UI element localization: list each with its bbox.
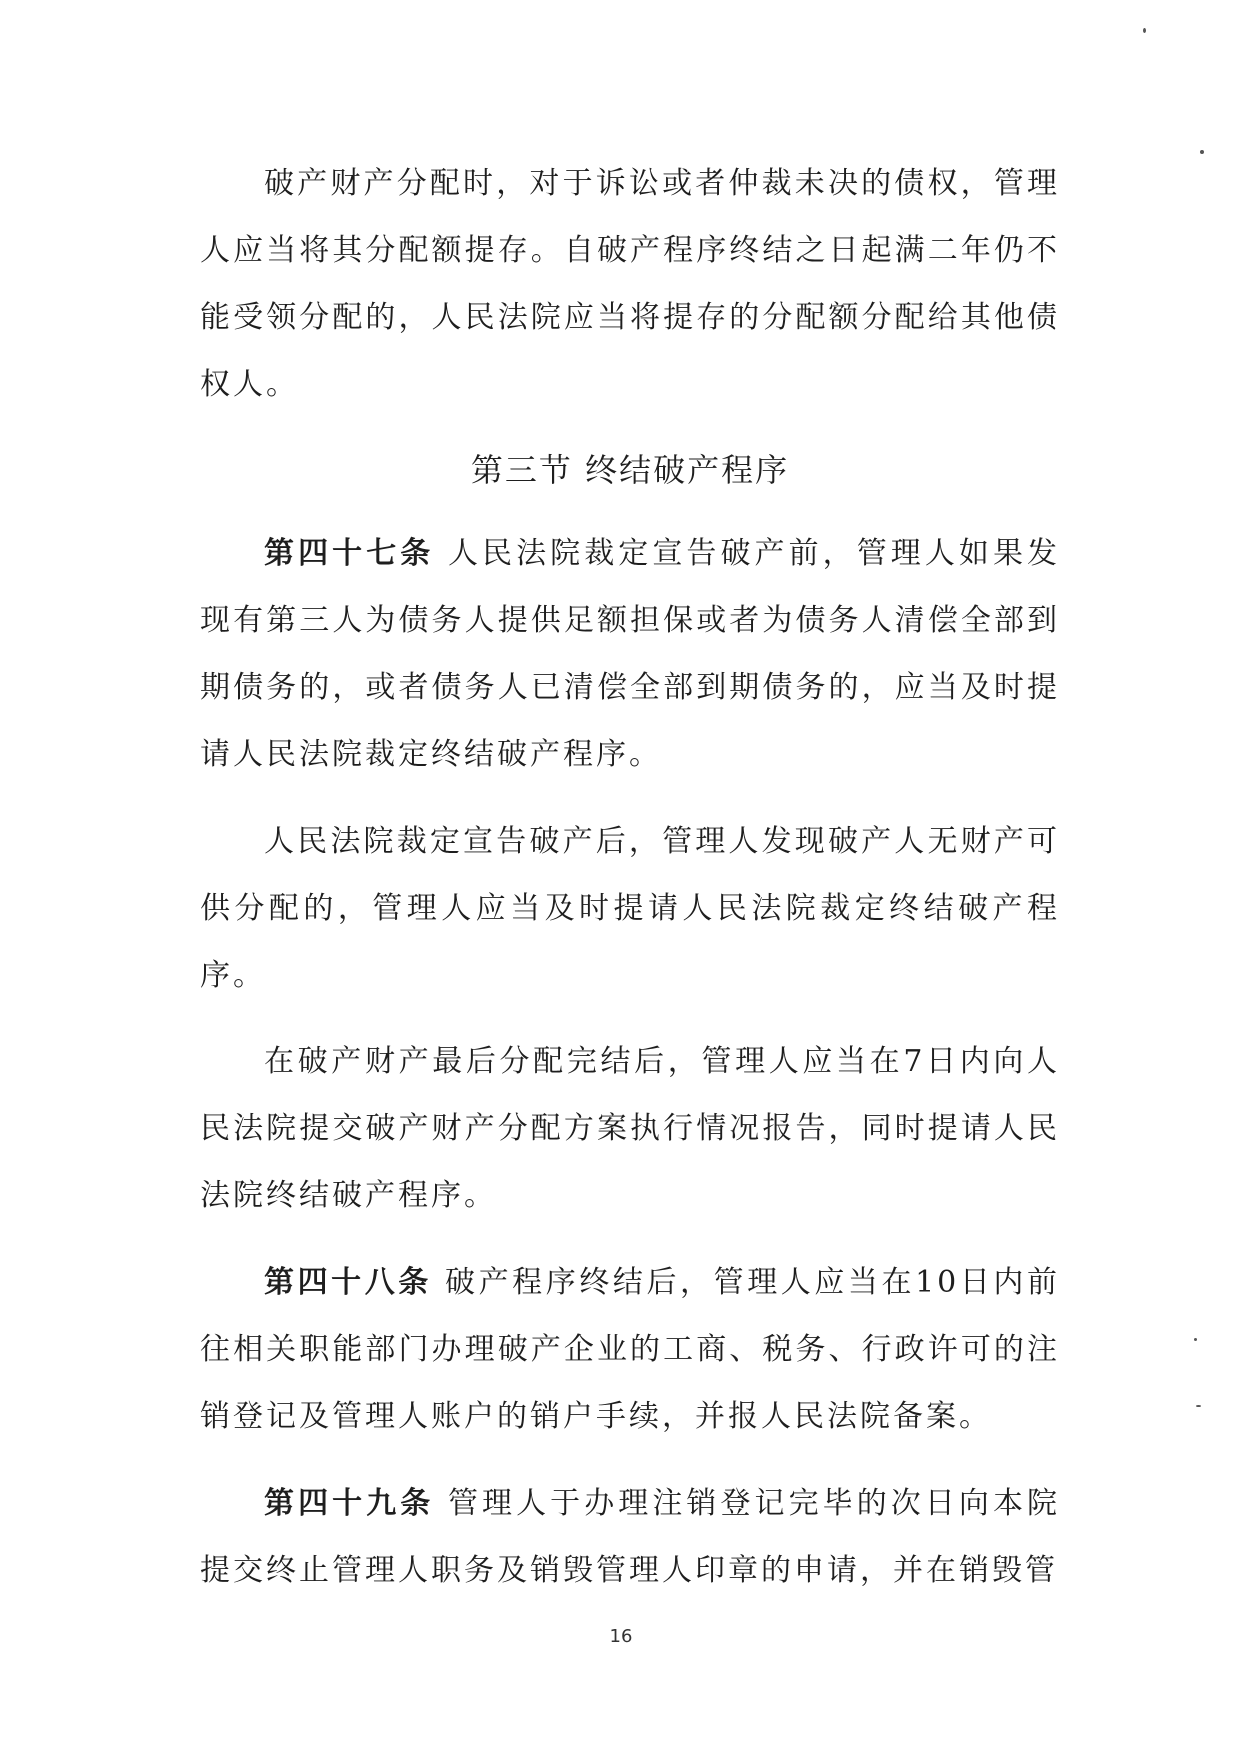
paragraph-final-distribution (200, 1028, 1060, 1229)
paragraph-no-property (200, 808, 1060, 1009)
paragraph-text: 人民法院裁定宣告破产后，管理人发现破产人无财产可供分配的，管理人应当及时提请人民法院裁定终结破产程序。 (200, 824, 1060, 993)
paragraph-undecided-claims (200, 150, 1060, 418)
scan-speck (1196, 1405, 1201, 1407)
scan-speck (1143, 28, 1146, 33)
paragraph-text: 在破产财产最后分配完结后，管理人应当在7日内向人民法院提交破产财产分配方案执行情况报告，同时提请人民法院终结破产程序。 (200, 1044, 1060, 1213)
scan-speck (1200, 150, 1204, 154)
page-number: 16 (609, 1626, 633, 1647)
section-heading: 第三节 终结破产程序 (470, 451, 790, 489)
paragraph-text: 破产程序终结后，管理人应当在10日内前往相关职能部门办理破产企业的工商、税务、行政许可的注销登记及管理人账户的销户手续，并报人民法院备案。 (200, 1265, 1060, 1434)
scan-speck (1194, 1338, 1197, 1341)
paragraph-text: 人民法院裁定宣告破产前，管理人如果发现有第三人为债务人提供足额担保或者为债务人清偿全部到期债务的，或者债务人已清偿全部到期债务的，应当及时提请人民法院裁定终结破产程序。 (200, 536, 1061, 772)
article-48-paragraph (200, 1249, 1060, 1450)
paragraph-text: 管理人于办理注销登记完毕的次日向本院提交终止管理人职务及销毁管理人印章的申请，并在销毁管 (200, 1486, 1061, 1588)
paragraph-text: 破产财产分配时，对于诉讼或者仲裁未决的债权，管理人应当将其分配额提存。自破产程序终结之日起满二年仍不能受领分配的，人民法院应当将提存的分配额分配给其他债权人。 (200, 166, 1060, 402)
article-number-47: 第四十七条 (264, 536, 435, 571)
article-number-49: 第四十九条 (264, 1486, 435, 1521)
article-47-paragraph (200, 520, 1060, 788)
article-number-48: 第四十八条 (264, 1265, 432, 1300)
article-49-paragraph (200, 1470, 1060, 1604)
